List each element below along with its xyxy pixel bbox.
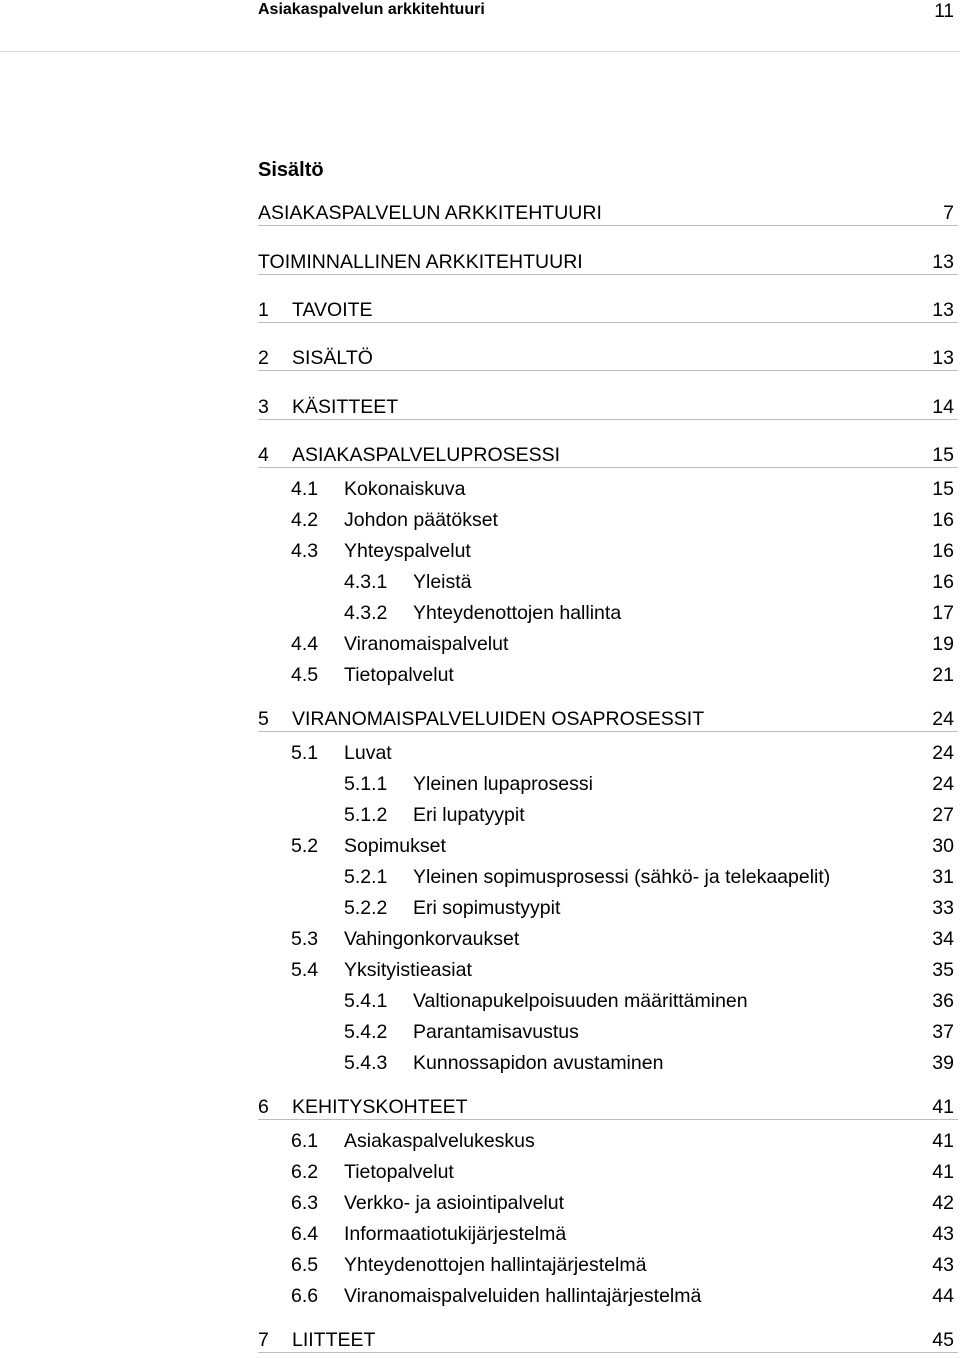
toc-entry-page: 13 bbox=[932, 251, 954, 273]
toc-heading: Sisältö bbox=[258, 159, 324, 181]
toc-entry-label: Yhteydenottojen hallinta bbox=[413, 602, 622, 624]
toc-entry-number: 4.3.1 bbox=[344, 571, 388, 593]
toc-entry[interactable] bbox=[258, 989, 958, 1013]
toc-entry-number: 5.3 bbox=[291, 928, 319, 950]
toc-entry[interactable] bbox=[258, 772, 958, 796]
toc-entry[interactable] bbox=[258, 865, 958, 889]
toc-entry[interactable] bbox=[258, 1191, 958, 1215]
toc-entry-number: 4.3 bbox=[291, 540, 319, 562]
toc-entry[interactable] bbox=[258, 570, 958, 594]
toc-entry-page: 43 bbox=[932, 1254, 954, 1276]
toc-entry-label: KÄSITTEET bbox=[292, 396, 399, 418]
toc-entry-page: 42 bbox=[932, 1192, 954, 1214]
toc-entry-page: 19 bbox=[932, 633, 954, 655]
toc-entry[interactable] bbox=[258, 927, 958, 951]
toc-entry-page: 43 bbox=[932, 1223, 954, 1245]
toc-entry[interactable] bbox=[258, 443, 958, 468]
toc-entry-page: 16 bbox=[932, 540, 954, 562]
toc-entry-page: 13 bbox=[932, 299, 954, 321]
toc-entry-number: 5.2.1 bbox=[344, 866, 388, 888]
toc-entry-number: 3 bbox=[258, 396, 269, 418]
toc-entry[interactable] bbox=[258, 663, 958, 687]
toc-entry-label: Yleinen sopimusprosessi (sähkö- ja telekaapelit) bbox=[413, 866, 831, 888]
toc-entry-number: 5.2 bbox=[291, 835, 319, 857]
toc-entry-label: LIITTEET bbox=[292, 1329, 376, 1351]
toc-entry-page: 16 bbox=[932, 509, 954, 531]
toc-entry-label: Eri lupatyypit bbox=[413, 804, 525, 826]
toc-entry-label: Yleistä bbox=[413, 571, 472, 593]
toc-entry-page: 27 bbox=[932, 804, 954, 826]
toc-entry-page: 24 bbox=[932, 742, 954, 764]
toc-entry-page: 7 bbox=[943, 202, 954, 224]
toc-entry-number: 6 bbox=[258, 1096, 269, 1118]
toc-entry-label: Johdon päätökset bbox=[344, 509, 498, 531]
toc-entry-label: Luvat bbox=[344, 742, 392, 764]
toc-entry[interactable] bbox=[258, 250, 958, 275]
toc-entry-label: Yhteydenottojen hallintajärjestelmä bbox=[344, 1254, 647, 1276]
toc-entry-page: 33 bbox=[932, 897, 954, 919]
toc-entry-number: 5.4.2 bbox=[344, 1021, 388, 1043]
header-divider bbox=[0, 51, 960, 52]
toc-entry-label: Parantamisavustus bbox=[413, 1021, 579, 1043]
toc-entry-page: 41 bbox=[932, 1096, 954, 1118]
toc-entry[interactable] bbox=[258, 707, 958, 732]
toc-entry-number: 5.4.1 bbox=[344, 990, 388, 1012]
toc-entry-page: 15 bbox=[932, 478, 954, 500]
toc-entry-page: 37 bbox=[932, 1021, 954, 1043]
toc-entry[interactable] bbox=[258, 1129, 958, 1153]
toc-entry[interactable] bbox=[258, 298, 958, 323]
toc-entry-label: Informaatiotukijärjestelmä bbox=[344, 1223, 567, 1245]
toc-entry-page: 16 bbox=[932, 571, 954, 593]
toc-entry-number: 4 bbox=[258, 444, 269, 466]
toc-entry[interactable] bbox=[258, 834, 958, 858]
toc-entry-label: SISÄLTÖ bbox=[292, 347, 373, 369]
toc-entry-page: 24 bbox=[932, 708, 954, 730]
toc-entry-number: 5 bbox=[258, 708, 269, 730]
toc-entry-label: VIRANOMAISPALVELUIDEN OSAPROSESSIT bbox=[292, 708, 705, 730]
toc-entry-label: Yksityistieasiat bbox=[344, 959, 472, 981]
toc-entry-label: TAVOITE bbox=[292, 299, 373, 321]
toc-entry-label: Viranomaispalveluiden hallintajärjestelmä bbox=[344, 1285, 702, 1307]
toc-entry-number: 5.4 bbox=[291, 959, 319, 981]
toc-entry-page: 13 bbox=[932, 347, 954, 369]
toc-entry-label: Kunnossapidon avustaminen bbox=[413, 1052, 664, 1074]
toc-entry-label: Tietopalvelut bbox=[344, 1161, 454, 1183]
toc-entry-page: 31 bbox=[932, 866, 954, 888]
toc-entry-page: 17 bbox=[932, 602, 954, 624]
toc-entry[interactable] bbox=[258, 601, 958, 625]
toc-entry-label: Kokonaiskuva bbox=[344, 478, 466, 500]
toc-entry-label: Sopimukset bbox=[344, 835, 446, 857]
toc-entry-page: 21 bbox=[932, 664, 954, 686]
toc-entry-page: 34 bbox=[932, 928, 954, 950]
toc-entry-label: Valtionapukelpoisuuden määrittäminen bbox=[413, 990, 748, 1012]
header-page-number: 11 bbox=[934, 1, 954, 22]
toc-entry-page: 41 bbox=[932, 1161, 954, 1183]
toc-entry[interactable] bbox=[258, 803, 958, 827]
toc-entry-page: 45 bbox=[932, 1329, 954, 1351]
toc-entry-page: 15 bbox=[932, 444, 954, 466]
toc-entry-label: Yhteyspalvelut bbox=[344, 540, 471, 562]
toc-entry-page: 35 bbox=[932, 959, 954, 981]
toc-entry[interactable] bbox=[258, 896, 958, 920]
toc-entry-label: Vahingonkorvaukset bbox=[344, 928, 520, 950]
toc-entry-label: Yleinen lupaprosessi bbox=[413, 773, 593, 795]
toc-entry-page: 44 bbox=[932, 1285, 954, 1307]
toc-entry-number: 4.1 bbox=[291, 478, 319, 500]
toc-entry[interactable] bbox=[258, 1160, 958, 1184]
toc-entry-page: 14 bbox=[932, 396, 954, 418]
toc-entry-number: 1 bbox=[258, 299, 269, 321]
toc-entry[interactable] bbox=[258, 201, 958, 226]
toc-entry-label: Tietopalvelut bbox=[344, 664, 454, 686]
toc-entry-number: 5.4.3 bbox=[344, 1052, 388, 1074]
toc-entry-number: 5.1 bbox=[291, 742, 319, 764]
toc-entry-number: 4.5 bbox=[291, 664, 319, 686]
toc-entry-number: 5.2.2 bbox=[344, 897, 388, 919]
toc-entry-page: 39 bbox=[932, 1052, 954, 1074]
toc-entry[interactable] bbox=[258, 1328, 958, 1353]
toc-entry-label: TOIMINNALLINEN ARKKITEHTUURI bbox=[258, 251, 583, 273]
toc-entry-number: 2 bbox=[258, 347, 269, 369]
toc-entry-number: 5.1.1 bbox=[344, 773, 388, 795]
toc-entry-number: 6.2 bbox=[291, 1161, 319, 1183]
toc-entry[interactable] bbox=[258, 741, 958, 765]
toc-entry[interactable] bbox=[258, 632, 958, 656]
toc-entry-label: Eri sopimustyypit bbox=[413, 897, 561, 919]
toc-entry-number: 6.3 bbox=[291, 1192, 319, 1214]
toc-entry[interactable] bbox=[258, 477, 958, 501]
toc-entry-number: 7 bbox=[258, 1329, 269, 1351]
toc-entry-number: 4.3.2 bbox=[344, 602, 388, 624]
toc-entry[interactable] bbox=[258, 1020, 958, 1044]
toc-entry-number: 4.2 bbox=[291, 509, 319, 531]
toc-entry-number: 6.6 bbox=[291, 1285, 319, 1307]
toc-entry-label: Verkko- ja asiointipalvelut bbox=[344, 1192, 565, 1214]
toc-entry-page: 24 bbox=[932, 773, 954, 795]
toc-entry-label: Viranomaispalvelut bbox=[344, 633, 509, 655]
toc-entry[interactable] bbox=[258, 1222, 958, 1246]
toc-entry[interactable] bbox=[258, 958, 958, 982]
toc-entry-page: 41 bbox=[932, 1130, 954, 1152]
toc-entry[interactable] bbox=[258, 508, 958, 532]
toc-entry-page: 36 bbox=[932, 990, 954, 1012]
toc-entry-number: 6.4 bbox=[291, 1223, 319, 1245]
toc-entry[interactable] bbox=[258, 539, 958, 563]
toc-entry-page: 30 bbox=[932, 835, 954, 857]
toc-entry[interactable] bbox=[258, 1051, 958, 1075]
toc-entry-label: Asiakaspalvelukeskus bbox=[344, 1130, 535, 1152]
toc-entry[interactable] bbox=[258, 346, 958, 371]
toc-entry-label: ASIAKASPALVELUPROSESSI bbox=[292, 444, 561, 466]
toc-entry-number: 4.4 bbox=[291, 633, 319, 655]
toc-entry-number: 6.5 bbox=[291, 1254, 319, 1276]
toc-entry[interactable] bbox=[258, 395, 958, 420]
toc-entry[interactable] bbox=[258, 1284, 958, 1308]
toc-entry-number: 6.1 bbox=[291, 1130, 319, 1152]
header-title: Asiakaspalvelun arkkitehtuuri bbox=[258, 1, 485, 18]
toc-entry-label: ASIAKASPALVELUN ARKKITEHTUURI bbox=[258, 202, 602, 224]
toc-entry[interactable] bbox=[258, 1095, 958, 1120]
toc-entry-number: 5.1.2 bbox=[344, 804, 388, 826]
toc-entry-label: KEHITYSKOHTEET bbox=[292, 1096, 468, 1118]
toc-entry[interactable] bbox=[258, 1253, 958, 1277]
